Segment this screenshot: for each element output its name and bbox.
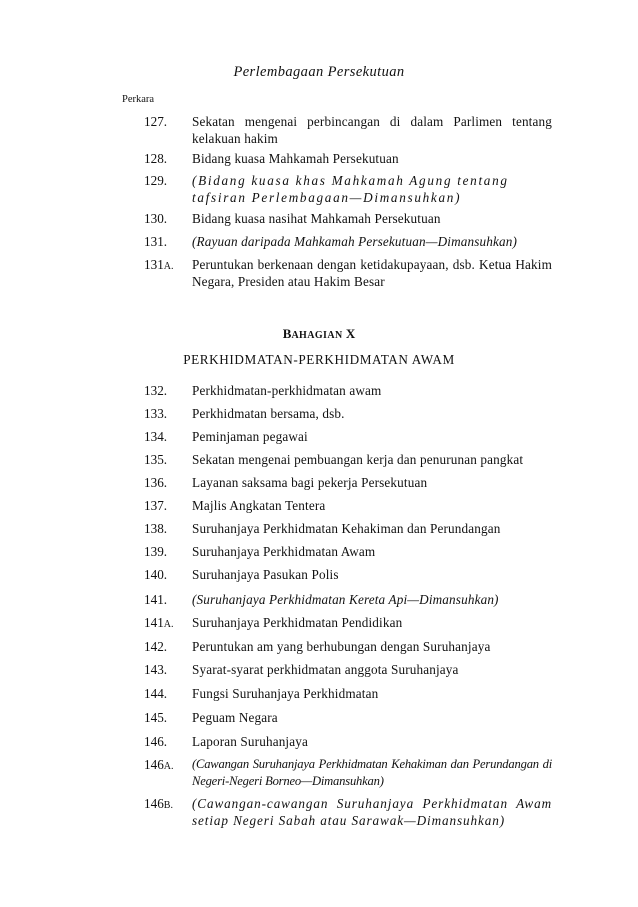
entry-number: 146A. <box>144 757 174 772</box>
entry-title: Peguam Negara <box>192 710 278 725</box>
entry-number: 141A. <box>144 615 174 630</box>
entry-title: Suruhanjaya Perkhidmatan Kehakiman dan Perundangan <box>192 521 501 536</box>
entry-title: (Rayuan daripada Mahkamah Persekutuan—Dimansuhkan) <box>192 234 518 249</box>
entry-title: Peruntukan am yang berhubungan dengan Suruhanjaya <box>192 639 491 654</box>
part-title: PERKHIDMATAN-PERKHIDMATAN AWAM <box>183 352 455 367</box>
entry-title: Perkhidmatan-perkhidmatan awam <box>192 383 382 398</box>
entry-title: Suruhanjaya Perkhidmatan Awam <box>192 544 376 559</box>
entry-title: Peruntukan berkenaan dengan ketidakupayaan, dsb. Ketua Hakim Negara, Presiden atau Hakim Besar <box>192 257 552 289</box>
entry-number: 143. <box>144 662 168 677</box>
column-label: Perkara <box>122 94 155 105</box>
entry-title: Laporan Suruhanjaya <box>192 734 308 749</box>
entry-title: Majlis Angkatan Tentera <box>192 498 326 513</box>
entry-number: 137. <box>144 498 168 513</box>
entry-number: 133. <box>144 406 168 421</box>
entry-number: 135. <box>144 452 168 467</box>
entry-title: Layanan saksama bagi pekerja Persekutuan <box>192 475 428 490</box>
entry-number: 144. <box>144 686 168 701</box>
entry-title: Syarat-syarat perkhidmatan anggota Suruhanjaya <box>192 662 459 677</box>
entry-number: 138. <box>144 521 168 536</box>
entry-number: 146. <box>144 734 168 749</box>
entry-number: 132. <box>144 383 168 398</box>
entry-number: 128. <box>144 151 168 166</box>
entry-title: (Cawangan Suruhanjaya Perkhidmatan Kehakiman dan Perundangan di Negeri-Negeri Borneo—Dimansuhkan) <box>192 757 552 788</box>
entry-title: Bidang kuasa Mahkamah Persekutuan <box>192 151 399 166</box>
entry-title: (Suruhanjaya Perkhidmatan Kereta Api—Dimansuhkan) <box>192 592 499 607</box>
entry-number: 136. <box>144 475 168 490</box>
entry-title: Suruhanjaya Pasukan Polis <box>192 567 339 582</box>
entry-number: 139. <box>144 544 168 559</box>
entry-title: Bidang kuasa nasihat Mahkamah Persekutuan <box>192 211 441 226</box>
entry-title: Sekatan mengenai pembuangan kerja dan penurunan pangkat <box>192 452 524 467</box>
entry-number: 131A. <box>144 257 174 272</box>
entry-number: 129. <box>144 173 168 188</box>
entry-title: Sekatan mengenai perbincangan di dalam Parlimen tentang kelakuan hakim <box>192 114 552 146</box>
entry-title: Suruhanjaya Perkhidmatan Pendidikan <box>192 615 403 630</box>
entry-title: (Bidang kuasa khas Mahkamah Agung tentang tafsiran Perlembagaan—Dimansuhkan) <box>192 173 509 205</box>
entry-number: 140. <box>144 567 168 582</box>
entry-number: 146B. <box>144 796 173 811</box>
entry-number: 145. <box>144 710 168 725</box>
entry-title: Perkhidmatan bersama, dsb. <box>192 406 345 421</box>
part-heading: BAHAGIAN X <box>282 326 356 341</box>
entry-number: 142. <box>144 639 168 654</box>
entry-number: 130. <box>144 211 168 226</box>
page-header-title: Perlembagaan Persekutuan <box>233 64 405 80</box>
entry-number: 131. <box>144 234 168 249</box>
entry-number: 127. <box>144 114 168 129</box>
entry-title: Peminjaman pegawai <box>192 429 308 444</box>
entry-title: (Cawangan-cawangan Suruhanjaya Perkhidmatan Awam setiap Negeri Sabah atau Sarawak—Dimansuhkan) <box>192 796 552 828</box>
entry-title: Fungsi Suruhanjaya Perkhidmatan <box>192 686 379 701</box>
entry-number: 134. <box>144 429 168 444</box>
entry-number: 141. <box>144 592 168 607</box>
